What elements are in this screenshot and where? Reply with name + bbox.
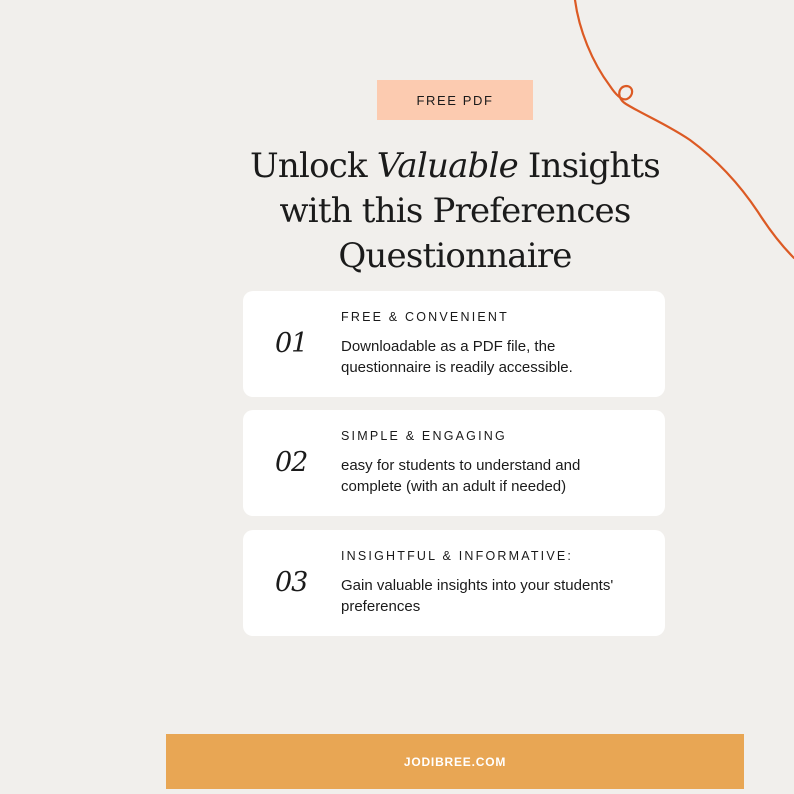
card-title: INSIGHTFUL & INFORMATIVE: [341,549,574,563]
title-line1-italic: Valuable [376,146,518,186]
title-line2: with this Preferences [279,191,631,231]
website-link[interactable]: JODIBREE.COM [403,754,507,769]
card-description: Downloadable as a PDF file, the questionnaire is readily accessible. [341,338,573,376]
title-line1-prefix: Unlock [250,146,377,186]
card-number: 02 [275,447,308,478]
feature-card-1 [243,291,665,397]
feature-card-3 [243,530,665,636]
badge-label: FREE PDF [416,92,494,108]
page-title [240,144,670,279]
card-title: SIMPLE & ENGAGING [341,429,507,443]
feature-card-2 [243,410,665,516]
card-description: Gain valuable insights into your students' preferences [341,577,614,615]
title-line3: Questionnaire [338,236,572,276]
card-description: easy for students to understand and complete (with an adult if needed) [341,457,581,495]
title-line1-suffix: Insights [517,146,660,186]
card-number: 01 [275,328,308,359]
card-title: FREE & CONVENIENT [341,310,509,324]
card-number: 03 [275,567,308,598]
free-pdf-badge [377,80,533,120]
website-footer-bar[interactable] [166,734,744,789]
